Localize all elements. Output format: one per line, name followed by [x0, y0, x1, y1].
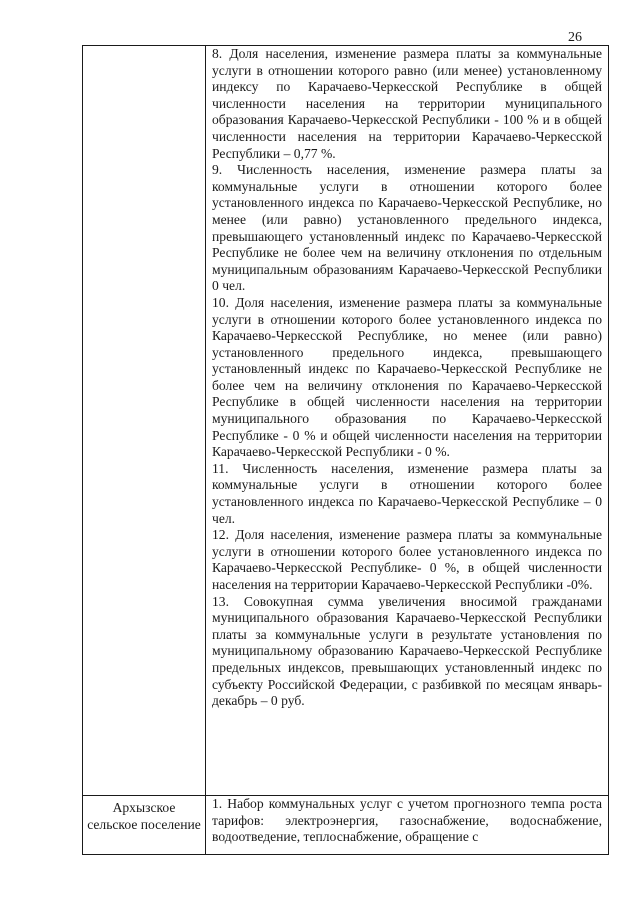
indicators-cell	[206, 46, 609, 796]
table-row	[83, 46, 609, 796]
indicator-paragraph-10: 10. Доля населения, изменение размера платы за коммунальные услуги в отношении которого более установленного индекса по Карачаево-Черкесской Республике, но менее (или равно) установленного предельного индекса, превышающего установленный индекс по Карачаево-Черкесской Республике не более чем на величину отклонения по Карачаево-Черкесской Республике в общей численности населения на территории муниципального образования по Карачаево-Черкесской Республике - 0 % и общей численности населения на территории Карачаево-Черкесской Республики - 0 %.	[212, 294, 602, 460]
indicator-paragraph-8: 8. Доля населения, изменение размера платы за коммунальные услуги в отношении которого равно (или менее) установленному индексу по Карачаево-Черкесской Республике в общей численности населения на территории муниципального образования Карачаево-Черкесской Республики - 100 % и в общей численности населения на территории Карачаево-Черкесской Республики – 0,77 %.	[212, 46, 602, 161]
indicator-paragraph-13: 13. Совокупная сумма увеличения вносимой гражданами муниципального образования Карачаево-Черкесской Республики платы за коммунальные услуги в результате установления по муниципальному образованию Карачаево-Черкесской Республике предельных индексов, превышающих установленный индекс по субъекту Российской Федерации, с разбивкой по месяцам январь-декабрь – 0 руб.	[212, 593, 602, 709]
municipality-cell	[83, 46, 206, 796]
indicator-paragraph-1: 1. Набор коммунальных услуг с учетом прогнозного темпа роста тарифов: электроэнергия, газоснабжение, водоснабжение, водоотведение, теплоснабжение, обращение с	[212, 796, 602, 845]
indicators-cell	[206, 796, 609, 855]
page-number: 26	[568, 30, 582, 45]
indicator-paragraph-11: 11. Численность населения, изменение размера платы за коммунальные услуги в отношении которого более установленного индекса по Карачаево-Черкесской Республике – 0 чел.	[212, 460, 602, 526]
table-row	[83, 796, 609, 855]
municipality-cell	[83, 796, 206, 855]
municipality-name: Архызское сельское поселение	[87, 800, 201, 832]
indicator-paragraph-12: 12. Доля населения, изменение размера платы за коммунальные услуги в отношении которого более установленного индекса по Карачаево-Черкесской Республике- 0 %, в общей численности населения на территории Карачаево-Черкесской Республики -0%.	[212, 527, 602, 592]
tariff-indicators-table	[82, 45, 609, 855]
indicator-paragraph-9: 9. Численность населения, изменение размера платы за коммунальные услуги в отношении которого более установленного индекса по Карачаево-Черкесской Республике, но менее (или равно) установленного предельного индекса, превышающего установленный индекс по Карачаево-Черкесской Республике не более чем на величину отклонения по отдельным муниципальным образованиям Карачаево-Черкесской Республики 0 чел.	[212, 162, 602, 294]
